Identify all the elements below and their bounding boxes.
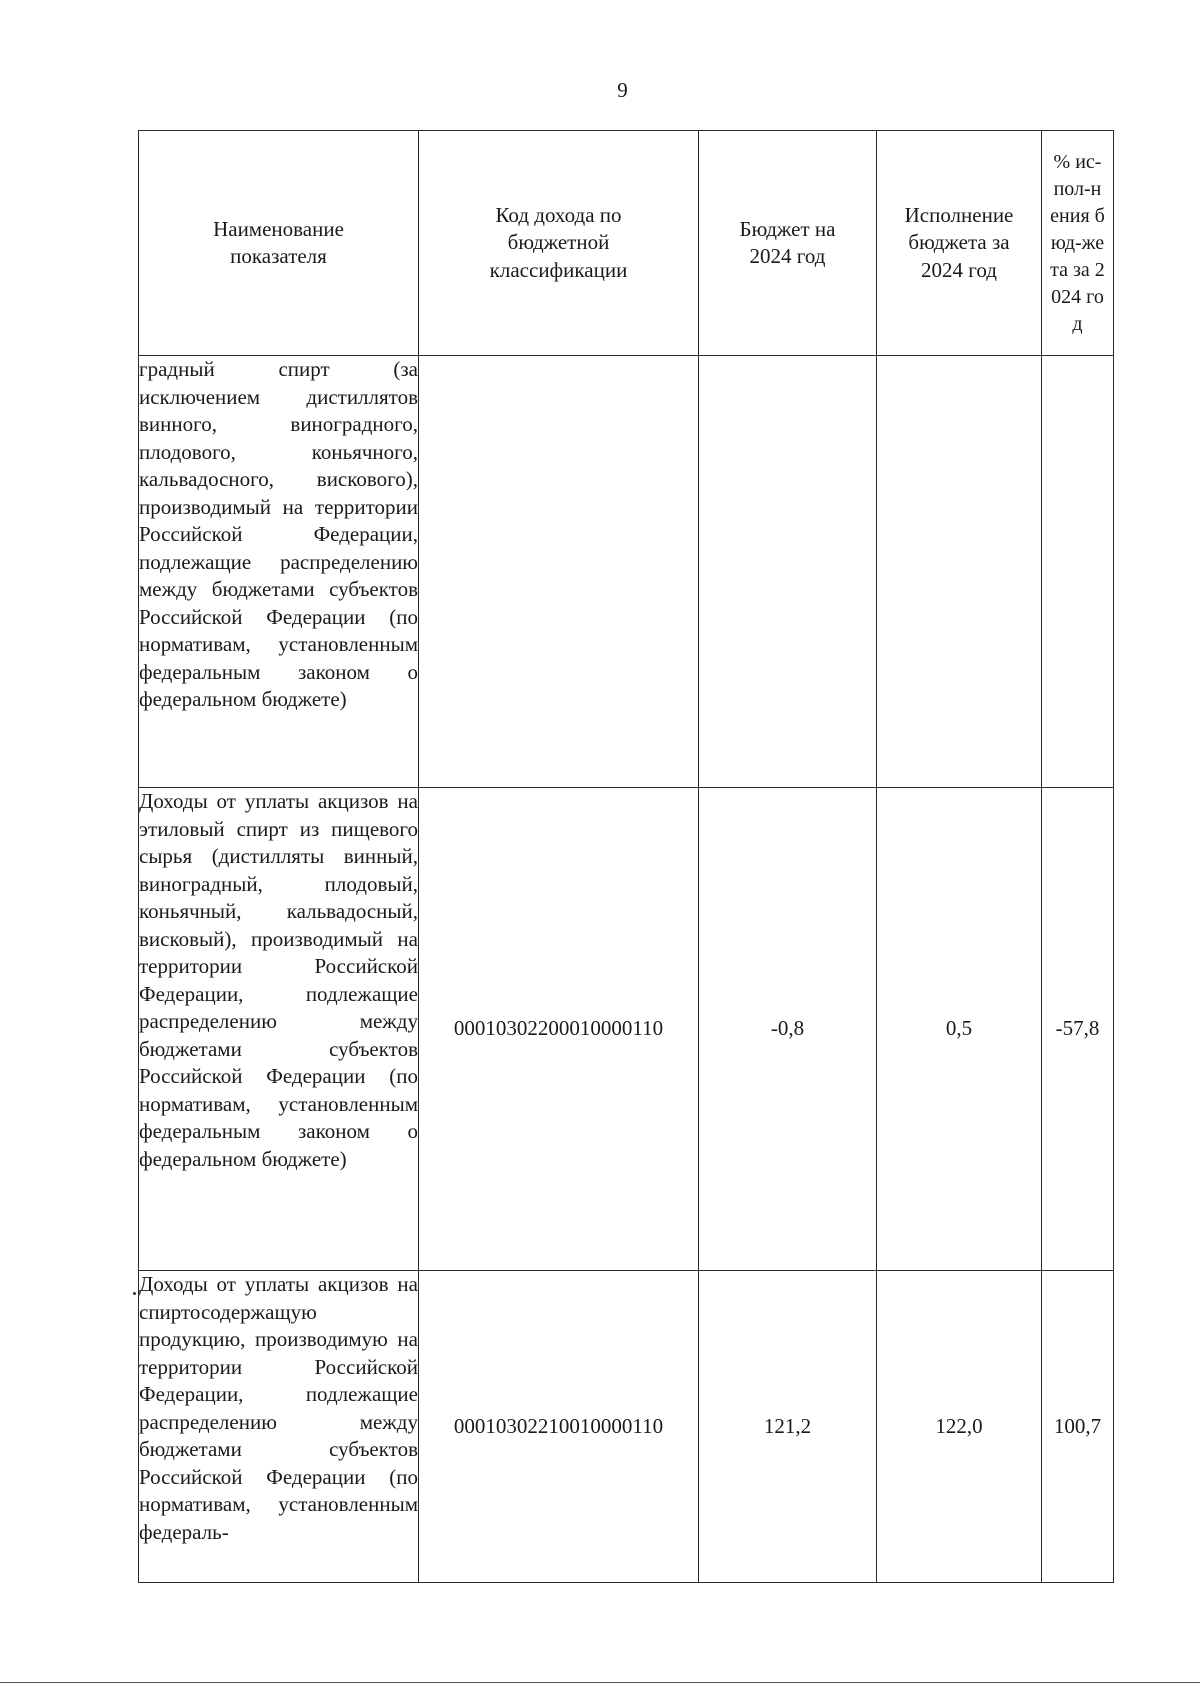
budget-execution-table (138, 130, 1114, 1583)
row-execution-cell: 0,5 (877, 788, 1042, 1271)
table-header-row (139, 131, 1114, 356)
row-name-cell: градный спирт (за исключением дистиллятов винного, виноградного, плодового, коньячного, кальвадосного, вискового), производимый на территории Российской Федерации, подлежащие распределению между бюджетами субъектов Российской Федерации (по нормативам, установленным федеральным законом о федеральном бюджете) (139, 356, 419, 788)
row-percent-cell (1042, 356, 1114, 788)
table-row (139, 1271, 1114, 1583)
row-budget-cell: 121,2 (699, 1271, 877, 1583)
row-percent-cell: 100,7 (1042, 1271, 1114, 1583)
page-bottom-rule (0, 1682, 1200, 1683)
scan-speck (133, 1292, 136, 1295)
header-income-code (419, 131, 699, 356)
row-name-cell: Доходы от уплаты акцизов на этиловый спирт из пищевого сырья (дистилляты винный, виноградный, плодовый, коньячный, кальвадосный, висковый), производимый на территории Российской Федерации, подлежащие распределению между бюджетами субъектов Российской Федерации (по нормативам, установленным федеральным законом о федеральном бюджете) (139, 788, 419, 1271)
row-execution-cell: 122,0 (877, 1271, 1042, 1583)
row-code-cell: 00010302200010000110 (419, 788, 699, 1271)
table-row (139, 356, 1114, 788)
row-budget-cell (699, 356, 877, 788)
row-code-cell: 00010302210010000110 (419, 1271, 699, 1583)
page-number: 9 (617, 78, 628, 102)
header-budget-label: Бюджет на 2024 год (739, 216, 836, 268)
row-code-cell (419, 356, 699, 788)
header-indicator-name (139, 131, 419, 356)
header-percent (1042, 131, 1114, 356)
table-row (139, 788, 1114, 1271)
header-income-code-label: Код дохода по бюджетной классификации (489, 202, 628, 282)
row-name-cell: Доходы от уплаты акцизов на спиртосодержащую продукцию, производимую на территории Российской Федерации, подлежащие распределению между бюджетами субъектов Российской Федерации (по нормативам, установленным федераль- (139, 1271, 419, 1583)
header-indicator-name-label: Наименование показателя (213, 216, 344, 268)
header-budget (699, 131, 877, 356)
header-percent-label: % ис-пол-нения бюд-жета за 2024 год (1050, 150, 1105, 335)
row-budget-cell: -0,8 (699, 788, 877, 1271)
header-execution (877, 131, 1042, 356)
header-execution-label: Исполнение бюджета за 2024 год (904, 202, 1014, 282)
row-execution-cell (877, 356, 1042, 788)
row-percent-cell: -57,8 (1042, 788, 1114, 1271)
